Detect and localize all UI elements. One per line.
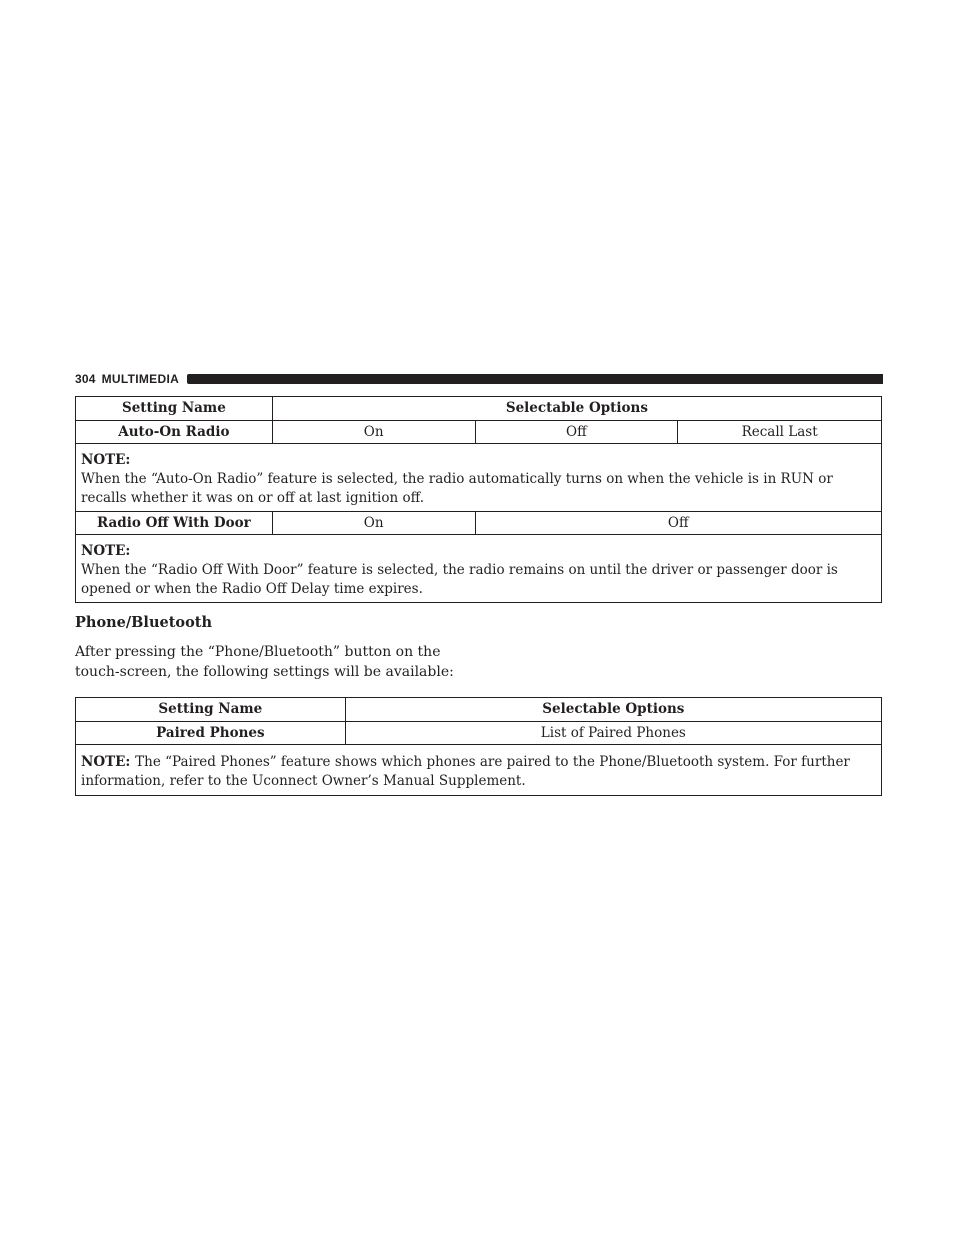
note-text: When the “Radio Off With Door” feature is selected, the radio remains on until the driver or passenger door is opened or when the Radio Off Delay time expires. (81, 562, 838, 597)
note-text: The “Paired Phones” feature shows which phones are paired to the Phone/Bluetooth system. For further information, refer to the Uconnect Owner’s Manual Supplement. (81, 754, 850, 789)
note-cell (76, 535, 882, 603)
section-heading: Phone/Bluetooth (75, 614, 212, 631)
note-label: NOTE: (81, 754, 136, 770)
note-text: When the “Auto-On Radio” feature is selected, the radio automatically turns on when the vehicle is in RUN or recalls whether it was on or off at last ignition off. (81, 471, 833, 506)
note-label: NOTE: (81, 452, 131, 468)
option-cell: On (272, 421, 475, 444)
table-row (76, 421, 882, 444)
table-row (76, 722, 882, 745)
section-title: MULTIMEDIA (101, 372, 180, 386)
header-selectable-options: Selectable Options (345, 698, 881, 722)
note-cell (76, 444, 882, 512)
option-cell: Off (475, 512, 882, 535)
option-cell: Recall Last (678, 421, 882, 444)
header-setting-name: Setting Name (76, 397, 273, 421)
option-cell: Off (475, 421, 678, 444)
header-rule (187, 374, 883, 384)
page-number: 304 (75, 372, 96, 386)
option-cell: On (272, 512, 475, 535)
note-row (76, 745, 882, 796)
setting-name: Auto-On Radio (76, 421, 273, 444)
settings-table-radio (75, 396, 882, 603)
section-paragraph: After pressing the “Phone/Bluetooth” button on the touch-screen, the following settings will be available: (75, 644, 454, 680)
note-row (76, 444, 882, 512)
header-setting-name: Setting Name (76, 698, 346, 722)
running-header (75, 371, 883, 387)
settings-table-phone (75, 697, 882, 796)
table-header-row (76, 698, 882, 722)
setting-name: Paired Phones (76, 722, 346, 745)
setting-name: Radio Off With Door (76, 512, 273, 535)
table-header-row (76, 397, 882, 421)
option-cell: List of Paired Phones (345, 722, 881, 745)
note-cell (76, 745, 882, 796)
table-row (76, 512, 882, 535)
note-label: NOTE: (81, 543, 131, 559)
header-selectable-options: Selectable Options (272, 397, 881, 421)
note-row (76, 535, 882, 603)
